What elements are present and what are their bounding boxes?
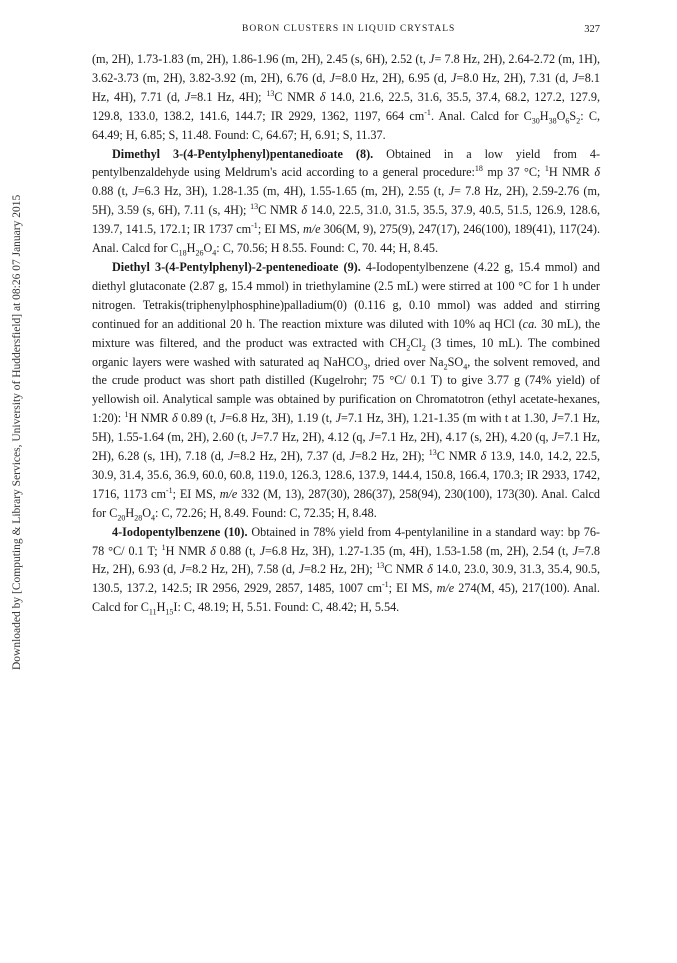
article-body bbox=[92, 50, 600, 617]
compound-8-title: Dimethyl 3-(4-Pentylphenyl)pentanedioate (8). bbox=[112, 146, 374, 161]
paragraph-compound-10: 4-Iodopentylbenzene (10). Obtained in 78% yield from 4-pentylaniline in a standard way: bp 76-78 °C/ 0.1 T; $^1$H NMR δ 0.88 (t, J=6.8 Hz, 3H), 1.27-1.35 (m, 4H), 1.53-1.58 (m, 2H), 2.54 (t, J=7.8 Hz, 2H), 6.93 (d, J=8.2 Hz, 2H), 7.58 (d, J=8.2 Hz, 2H); $^{13}$C NMR δ 14.0, 23.0, 30.9, 31.3, 35.4, 90.5, 130.5, 137.2, 142.5; IR 2956, 2929, 2857, 1485, 1007 $cm^{-1}$; EI MS, m/e 274(M, 45), 217(100). Anal. Calcd for $C_{11}H_{15}I$: C, 48.19; H, 5.51. Found: C, 48.42; H, 5.54. bbox=[92, 524, 600, 617]
paragraph-continuation: (m, 2H), 1.73-1.83 (m, 2H), 1.86-1.96 (m, 2H), 2.45 (s, 6H), 2.52 (t, J= 7.8 Hz, 2H), 2.64-2.72 (m, 1H), 3.62-3.73 (m, 2H), 3.82-3.92 (m, 2H), 6.76 (d, J=8.0 Hz, 2H), 6.95 (d, J=8.0 Hz, 2H), 7.31 (d, J=8.1 Hz, 4H), 7.71 (d, J=8.1 Hz, 4H); $^{13}$C NMR δ 14.0, 21.6, 22.5, 31.6, 35.5, 37.4, 68.2, 127.2, 127.9, 129.8, 133.0, 138.2, 141.6, 144.7; IR 2929, 1362, 1197, 664 $cm^{-1}$. Anal. Calcd for $C_{30}H_{38}O_6S_2$: C, 64.49; H, 6.85; S, 11.48. Found: C, 64.67; H, 6.91; S, 11.37. bbox=[92, 52, 600, 142]
compound-9-title: Diethyl 3-(4-Pentylphenyl)-2-pentenedioate (9). bbox=[112, 259, 361, 274]
download-note: Downloaded by [Computing & Library Services, University of Huddersfield] at 08:26 07 January 2015 bbox=[11, 194, 23, 670]
page-header bbox=[92, 24, 600, 44]
paragraph-compound-8: Dimethyl 3-(4-Pentylphenyl)pentanedioate (8). Obtained in a low yield from 4-pentylbenzaldehyde using Meldrum's acid according to a general procedure:$^{18}$ mp 37 °C; $^1$H NMR δ 0.88 (t, J=6.3 Hz, 3H), 1.28-1.35 (m, 4H), 1.55-1.65 (m, 2H), 2.55 (t, J= 7.8 Hz, 2H), 2.59-2.76 (m, 5H), 3.59 (s, 6H), 7.11 (s, 4H); $^{13}$C NMR δ 14.0, 22.5, 31.0, 31.5, 35.5, 37.9, 40.5, 51.5, 126.9, 128.6, 139.7, 141.5, 172.1; IR 1737 $cm^{-1}$; EI MS, m/e 306(M, 9), 275(9), 247(17), 246(100), 189(41), 117(24). Anal. Calcd for $C_{18}H_{26}O_4$: C, 70.56; H 8.55. Found: C, 70. 44; H, 8.45. bbox=[92, 146, 601, 258]
page-number: 327 bbox=[584, 24, 600, 35]
paragraph-compound-9: Diethyl 3-(4-Pentylphenyl)-2-pentenedioate (9). 4-Iodopentylbenzene (4.22 g, 15.4 mmol) and diethyl glutaconate (2.87 g, 15.4 mmol) in triethylamine (2.5 mL) were stirred at 100 °C for 1 h under nitrogen. Tetrakis(triphenylphosphine)palladium(0) (0.116 g, 0.10 mmol) was added and stirring continued for an additional 20 h. The reaction mixture was diluted with 10% aq HCl (ca. 30 mL), the mixture was filtered, and the product was extracted with $CH_2Cl_2$ (3 times, 10 mL). The combined organic layers were washed with saturated aq NaHCO$_3$, dried over $Na_2SO_4$, the solvent removed, and the crude product was short path distilled (Kugelrohr; 75 °C/ 0.1 T) to give 3.77 g (74% yield) of yellowish oil. Analytical sample was obtained by purification on Chromatotron (ethyl acetate-hexanes, 1:20): $^1$H NMR δ 0.89 (t, J=6.8 Hz, 3H), 1.19 (t, J=7.1 Hz, 3H), 1.21-1.35 (m with t at 1.30, J=7.1 Hz, 5H), 1.55-1.64 (m, 2H), 2.60 (t, J=7.7 Hz, 2H), 4.12 (q, J=7.1 Hz, 2H), 4.17 (s, 2H), 4.20 (q, J=7.1 Hz, 2H), 6.28 (s, 1H), 7.18 (d, J=8.2 Hz, 2H), 7.37 (d, J=8.2 Hz, 2H); $^{13}$C NMR δ 13.9, 14.0, 14.2, 22.5, 30.9, 31.4, 35.6, 36.9, 60.0, 60.8, 119.0, 126.3, 128.6, 137.9, 144.4, 150.8, 166.4, 170.3; IR 2933, 1742, 1716, 1173 $cm^{-1}$; EI MS, m/e 332 (M, 13), 287(30), 286(37), 258(94), 230(100), 173(30). Anal. Calcd for $C_{20}H_{28}O_4$: C, 72.26; H, 8.49. Found: C, 72.35; H, 8.48. bbox=[92, 259, 601, 523]
download-sidebar bbox=[4, 40, 23, 700]
running-head: BORON CLUSTERS IN LIQUID CRYSTALS bbox=[242, 24, 456, 34]
compound-10-title: 4-Iodopentylbenzene (10). bbox=[112, 524, 248, 539]
